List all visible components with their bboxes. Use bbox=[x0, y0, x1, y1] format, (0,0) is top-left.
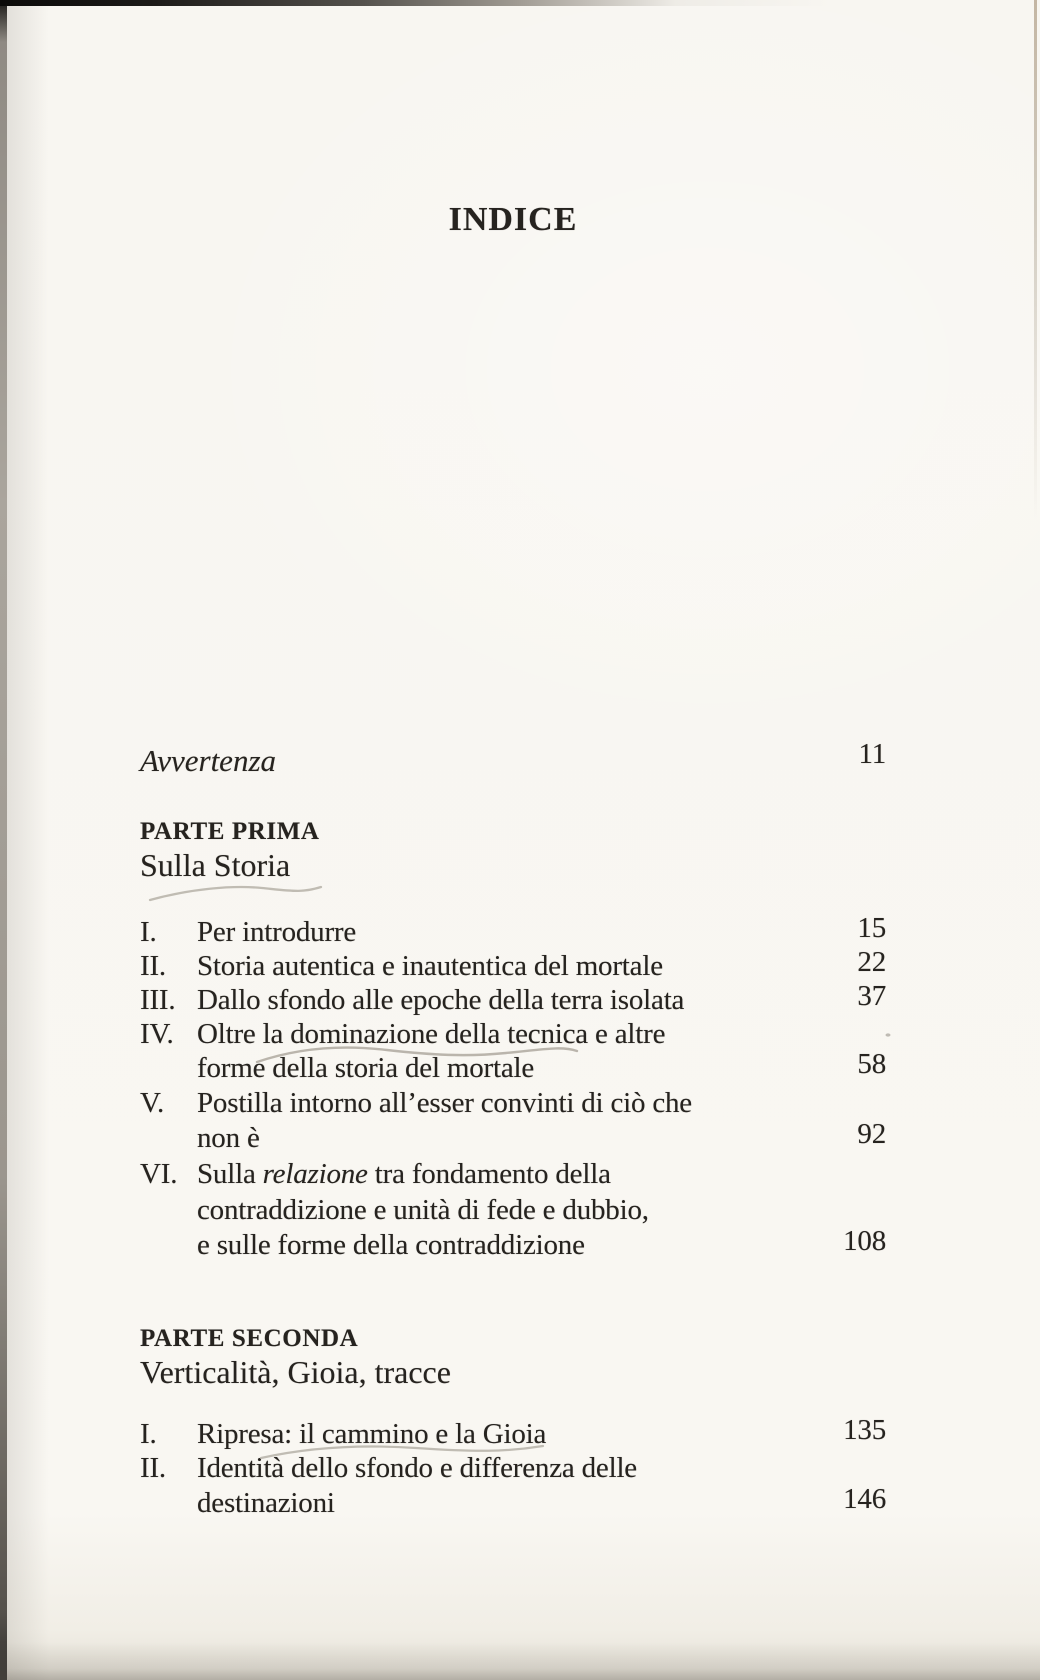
pencil-underline-sulla-storia bbox=[150, 887, 321, 900]
part1-subtitle: Sulla Storia bbox=[140, 847, 291, 883]
part1-item-vi-line2: contraddizione e unità di fede e dubbio, bbox=[197, 1194, 649, 1226]
toc-title: INDICE bbox=[448, 201, 578, 238]
part1-heading: PARTE PRIMA bbox=[140, 818, 320, 845]
avvertenza-label: Avvertenza bbox=[140, 743, 277, 778]
part1-item-ii-text: Storia autentica e inautentica del mortale bbox=[197, 950, 663, 982]
part2-heading: PARTE SECONDA bbox=[140, 1325, 359, 1352]
part1-item-ii-page: 22 bbox=[857, 946, 886, 978]
part1-item-iv-line2: forme della storia del mortale bbox=[197, 1052, 535, 1084]
part2-item-ii-numeral: II. bbox=[140, 1452, 166, 1484]
part1-item-vi-line3: e sulle forme della contraddizione bbox=[197, 1229, 585, 1261]
page-edge-left bbox=[0, 0, 7, 1680]
part1-item-iv-page: 58 bbox=[857, 1048, 886, 1080]
page-edge-left-shading bbox=[7, 0, 49, 1680]
ink-speck bbox=[886, 1033, 891, 1036]
part1-item-i-page: 15 bbox=[857, 912, 886, 944]
part1-item-iv-line1: Oltre la dominazione della tecnica e altre bbox=[197, 1018, 666, 1050]
part1-item-ii-numeral: II. bbox=[140, 950, 166, 982]
part1-item-v-numeral: V. bbox=[140, 1087, 165, 1119]
part2-item-i-page: 135 bbox=[843, 1414, 886, 1446]
part1-item-vi-numeral: VI. bbox=[140, 1158, 178, 1190]
part2-item-i-numeral: I. bbox=[140, 1418, 157, 1450]
part1-item-iii-numeral: III. bbox=[140, 984, 176, 1016]
part1-item-iii-page: 37 bbox=[857, 980, 886, 1012]
page-edge-top bbox=[0, 0, 1040, 6]
part2-item-ii-line2: destinazioni bbox=[197, 1487, 335, 1519]
part1-item-i-text: Per introdurre bbox=[197, 916, 357, 948]
part2-item-i-text: Ripresa: il cammino e la Gioia bbox=[197, 1418, 547, 1450]
part2-item-ii-line1: Identità dello sfondo e differenza delle bbox=[197, 1452, 637, 1484]
page-bottom-shadow bbox=[0, 1642, 1040, 1680]
part1-item-v-page: 92 bbox=[857, 1118, 886, 1150]
part1-item-i-numeral: I. bbox=[140, 916, 157, 948]
page-edge-right bbox=[1034, 0, 1037, 520]
part1-item-vi-line1-post: tra fondamento della bbox=[367, 1158, 611, 1190]
part1-item-v-line1: Postilla intorno all’esser convinti di ciò che bbox=[197, 1087, 692, 1119]
part1-item-v-line2: non è bbox=[197, 1122, 260, 1154]
part1-item-vi-page: 108 bbox=[843, 1225, 886, 1257]
part1-item-vi-line1-pre: Sulla bbox=[197, 1158, 263, 1190]
part2-subtitle: Verticalità, Gioia, tracce bbox=[140, 1354, 451, 1390]
part2-item-ii-page: 146 bbox=[843, 1483, 886, 1515]
avvertenza-page-number: 11 bbox=[858, 738, 886, 770]
part1-item-vi-line1-italic: relazione bbox=[262, 1158, 368, 1190]
part1-item-iii-text: Dallo sfondo alle epoche della terra isolata bbox=[197, 984, 685, 1016]
part1-item-vi-line1 bbox=[197, 1160, 611, 1189]
part1-item-iv-numeral: IV. bbox=[140, 1018, 174, 1050]
